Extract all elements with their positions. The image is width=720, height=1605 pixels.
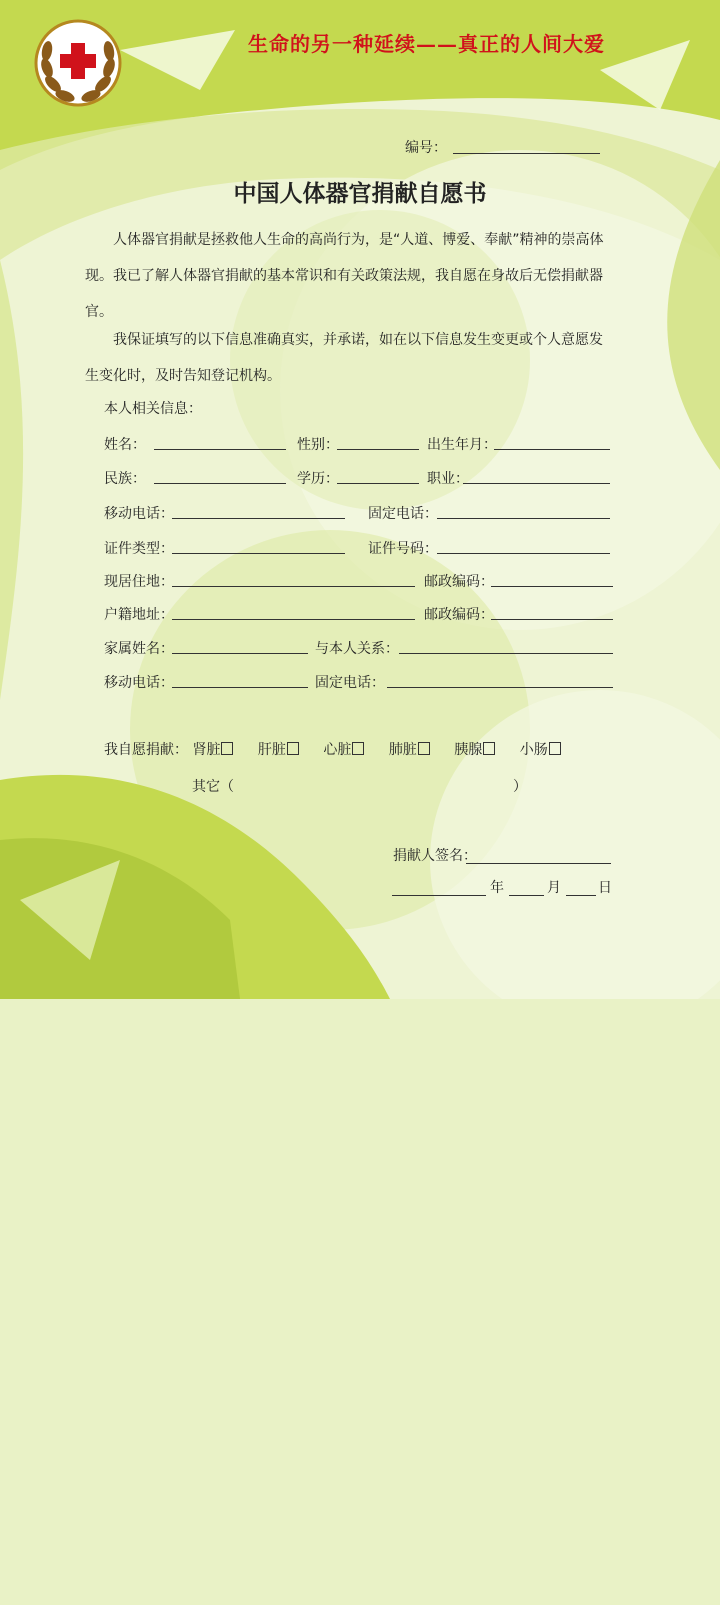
postcode1-field[interactable] — [491, 586, 613, 587]
organ-option-lung[interactable]: 肺脏 — [389, 742, 430, 758]
lung-checkbox[interactable] — [418, 742, 430, 755]
postcode2-field[interactable] — [491, 619, 613, 620]
donate-label: 我自愿捐献： — [104, 742, 188, 758]
gender-field[interactable] — [337, 449, 419, 450]
postcode2-label: 邮政编码： — [424, 607, 494, 623]
date-year-field[interactable] — [392, 895, 486, 896]
serial-number-field[interactable] — [453, 153, 600, 154]
other-organ-close: ） — [513, 779, 527, 795]
liver-checkbox[interactable] — [287, 742, 299, 755]
occupation-field[interactable] — [463, 483, 610, 484]
birthdate-field[interactable] — [494, 449, 610, 450]
relation-field[interactable] — [399, 653, 613, 654]
name-label: 姓名： — [104, 437, 146, 453]
gender-label: 性别： — [297, 437, 339, 453]
organ-option-pancreas[interactable]: 胰腺 — [454, 742, 495, 758]
pancreas-checkbox[interactable] — [483, 742, 495, 755]
landline-label: 固定电话： — [368, 506, 438, 522]
date-day-label: 日 — [598, 880, 612, 896]
date-month-label: 月 — [547, 880, 561, 896]
postcode1-label: 邮政编码： — [424, 574, 494, 590]
family-mobile-field[interactable] — [172, 687, 308, 688]
mobile-label: 移动电话： — [104, 506, 174, 522]
address-label: 现居住地： — [104, 574, 174, 590]
date-year-label: 年 — [490, 880, 504, 896]
education-label: 学历： — [297, 471, 339, 487]
red-cross-emblem-icon — [33, 18, 123, 108]
date-month-field[interactable] — [509, 895, 544, 896]
family-name-field[interactable] — [172, 653, 308, 654]
signature-field[interactable] — [466, 863, 611, 864]
name-field[interactable] — [154, 449, 286, 450]
organ-option-heart[interactable]: 心脏 — [323, 742, 364, 758]
family-name-label: 家属姓名： — [104, 641, 174, 657]
id-type-field[interactable] — [172, 553, 345, 554]
side-section-tab — [691, 782, 720, 999]
education-field[interactable] — [337, 483, 419, 484]
document-title: 中国人体器官捐献自愿书 — [233, 180, 487, 207]
other-organ-label: 其它（ — [192, 779, 234, 795]
birthdate-label: 出生年月： — [427, 437, 497, 453]
family-landline-field[interactable] — [387, 687, 613, 688]
organ-option-kidney[interactable]: 肾脏 — [192, 742, 233, 758]
commitment-paragraph: 我保证填写的以下信息准确真实，并承诺，如在以下信息发生变更或个人意愿发生变化时，及时告知登记机构。 — [85, 332, 603, 384]
small-intestine-checkbox[interactable] — [549, 742, 561, 755]
address-field[interactable] — [172, 586, 415, 587]
organ-option-small-intestine[interactable]: 小肠 — [520, 742, 561, 758]
ethnicity-field[interactable] — [154, 483, 286, 484]
intro-paragraph: 人体器官捐献是拯救他人生命的高尚行为，是“人道、博爱、奉献”精神的崇高体现。我已了解人体器官捐献的基本常识和有关政策法规，我自愿在身故后无偿捐献器官。 — [85, 232, 604, 320]
relation-label: 与本人关系： — [315, 641, 399, 657]
mobile-field[interactable] — [172, 518, 345, 519]
family-mobile-label: 移动电话： — [104, 675, 174, 691]
kidney-checkbox[interactable] — [221, 742, 233, 755]
id-type-label: 证件类型： — [104, 541, 174, 557]
ethnicity-label: 民族： — [104, 471, 146, 487]
id-number-label: 证件号码： — [368, 541, 438, 557]
signature-label: 捐献人签名： — [393, 848, 477, 864]
id-number-field[interactable] — [437, 553, 610, 554]
landline-field[interactable] — [437, 518, 610, 519]
household-address-label: 户籍地址： — [104, 607, 174, 623]
household-address-field[interactable] — [172, 619, 415, 620]
organ-donation-options — [104, 739, 573, 759]
organ-option-liver[interactable]: 肝脏 — [258, 742, 299, 758]
serial-number-label: 编号： — [405, 140, 447, 156]
header-slogan: 生命的另一种延续——真正的人间大爱 — [248, 32, 605, 56]
personal-info-heading: 本人相关信息： — [104, 401, 202, 417]
occupation-label: 职业： — [427, 471, 469, 487]
family-landline-label: 固定电话： — [315, 675, 385, 691]
date-day-field[interactable] — [566, 895, 596, 896]
heart-checkbox[interactable] — [352, 742, 364, 755]
